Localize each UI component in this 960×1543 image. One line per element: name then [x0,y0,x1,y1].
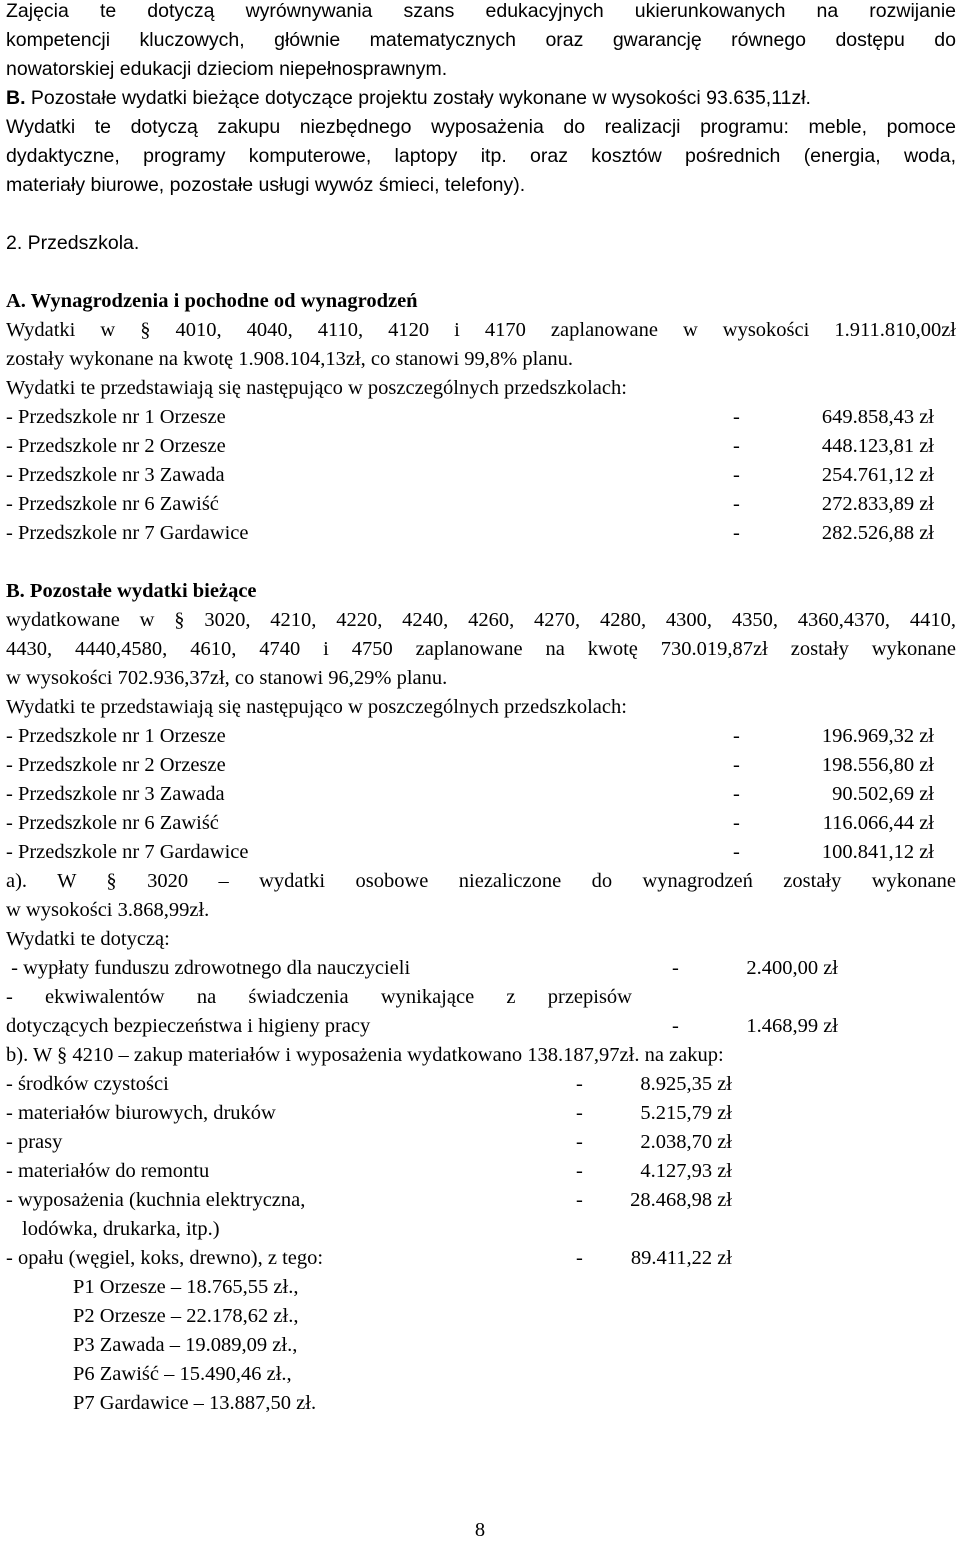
item-dash: - [733,464,740,486]
item-dash: - [576,1073,583,1095]
fuel-breakdown-item: P2 Orzesze – 22.178,62 zł., [73,1305,299,1327]
item-dash: - [576,1247,583,1269]
list-item [6,432,226,461]
item-label: - Przedszkole nr 6 Zawiść [6,812,219,834]
item-label: - środków czystości [6,1073,169,1095]
part-b-heading: B. Pozostałe wydatki bieżące [6,580,257,602]
item-amount: 89.411,22 zł [630,1247,732,1269]
item-dash: - [733,725,740,747]
item-amount: 90.502,69 zł [832,783,934,805]
fuel-breakdown-item: P6 Zawiść – 15.490,46 zł., [73,1363,292,1385]
item-amount: 2.038,70 zł [640,1131,732,1153]
item-label: - ekwiwalentów na świadczenia wynikające z przepisów [6,986,632,1008]
paragraph-line: w wysokości 3.868,99zł. [6,899,210,921]
paragraph-line: materiały biurowe, pozostałe usługi wywóz śmieci, telefony). [6,174,526,196]
item-label: lodówka, drukarka, itp.) [22,1218,220,1240]
item-dash: - [733,783,740,805]
section-heading: 2. Przedszkola. [6,232,140,254]
item-dash: - [672,1015,679,1037]
list-item [6,1012,370,1041]
item-label: dotyczących bezpieczeństwa i higieny pracy [6,1015,371,1037]
paragraph-line: w wysokości 702.936,37zł, co stanowi 96,29% planu. [6,667,448,689]
list-item [6,1070,169,1099]
item-label: - Przedszkole nr 3 Zawada [6,783,225,805]
subsection-b-prefix: B. [6,87,26,109]
item-amount: 2.400,00 zł [746,957,838,979]
list-item [6,403,226,432]
list-item [6,490,219,519]
paragraph-line: Zajęcia te dotyczą wyrównywania szans edukacyjnych ukierunkowanych na rozwijanie [6,0,956,22]
item-label: - Przedszkole nr 6 Zawiść [6,493,219,515]
subsection-b-line [6,84,811,113]
item-label: - Przedszkole nr 1 Orzesze [6,406,226,428]
item-dash: - [576,1160,583,1182]
item-amount: 5.215,79 zł [640,1102,732,1124]
item-dash: - [733,754,740,776]
item-amount: 272.833,89 zł [821,493,934,515]
item-dash: - [733,522,740,544]
list-item [6,983,632,1012]
item-dash: - [576,1189,583,1211]
item-dash: - [576,1131,583,1153]
item-amount: 198.556,80 zł [821,754,934,776]
paragraph-line: zostały wykonane na kwotę 1.908.104,13zł, co stanowi 99,8% planu. [6,348,574,370]
item-label: - Przedszkole nr 2 Orzesze [6,754,226,776]
item-amount: 254.761,12 zł [821,464,934,486]
item-amount: 448.123,81 zł [821,435,934,457]
list-item [6,722,226,751]
paragraph-line: Wydatki te przedstawiają się następująco w poszczególnych przedszkolach: [6,377,627,399]
paragraph-line: kompetencji kluczowych, głównie matematycznych oraz gwarancję równego dostępu do [6,29,956,51]
item-label: - materiałów biurowych, druków [6,1102,276,1124]
item-dash: - [733,493,740,515]
item-amount: 196.969,32 zł [821,725,934,747]
item-amount: 1.468,99 zł [746,1015,838,1037]
list-item [6,461,225,490]
part-a-heading: A. Wynagrodzenia i pochodne od wynagrodzeń [6,290,418,312]
paragraph-line: 4430, 4440,4580, 4610, 4740 i 4750 zaplanowane na kwotę 730.019,87zł zostały wykonane [6,638,956,660]
list-item [6,1244,323,1273]
list-item [6,751,226,780]
item-amount: 8.925,35 zł [640,1073,732,1095]
list-item-continuation [22,1215,220,1244]
fuel-breakdown-item: P3 Zawada – 19.089,09 zł., [73,1334,298,1356]
paragraph-line: dydaktyczne, programy komputerowe, laptopy itp. oraz kosztów pośrednich (energia, woda, [6,145,956,167]
item-dash: - [733,435,740,457]
paragraph-line: Wydatki te dotyczą: [6,928,170,950]
paragraph-line: Wydatki te przedstawiają się następująco w poszczególnych przedszkolach: [6,696,627,718]
subsection-b-text: Pozostałe wydatki bieżące dotyczące projektu zostały wykonane w wysokości 93.635,11zł. [25,87,811,109]
item-dash: - [576,1102,583,1124]
item-label: - Przedszkole nr 1 Orzesze [6,725,226,747]
list-item [6,1186,305,1215]
item-dash: - [733,812,740,834]
list-item [6,1099,276,1128]
item-label: - wypłaty funduszu zdrowotnego dla nauczycieli [6,957,411,979]
list-item [6,954,410,983]
list-item [6,1128,62,1157]
fuel-breakdown-item: P7 Gardawice – 13.887,50 zł. [73,1392,317,1414]
page-number: 8 [474,1519,486,1541]
item-label: - materiałów do remontu [6,1160,210,1182]
item-amount: 282.526,88 zł [821,522,934,544]
paragraph-line: Wydatki te dotyczą zakupu niezbędnego wyposażenia do realizacji programu: meble, pomoce [6,116,956,138]
list-item [6,519,248,548]
item-amount: 4.127,93 zł [640,1160,732,1182]
item-label: - Przedszkole nr 3 Zawada [6,464,225,486]
paragraph-line: nowatorskiej edukacji dzieciom niepełnosprawnym. [6,58,448,80]
item-label: - Przedszkole nr 2 Orzesze [6,435,226,457]
item-label: - Przedszkole nr 7 Gardawice [6,522,249,544]
item-amount: 649.858,43 zł [821,406,934,428]
item-dash: - [733,841,740,863]
item-dash: - [672,957,679,979]
list-item [6,809,219,838]
paragraph-line: b). W § 4210 – zakup materiałów i wyposażenia wydatkowano 138.187,97zł. na zakup: [6,1044,724,1066]
item-dash: - [733,406,740,428]
list-item [6,780,225,809]
item-amount: 116.066,44 zł [822,812,934,834]
list-item [6,1157,209,1186]
item-label: - wyposażenia (kuchnia elektryczna, [6,1189,306,1211]
paragraph-line: wydatkowane w § 3020, 4210, 4220, 4240, 4260, 4270, 4280, 4300, 4350, 4360,4370, 4410, [6,609,956,631]
paragraph-line: Wydatki w § 4010, 4040, 4110, 4120 i 4170 zaplanowane w wysokości 1.911.810,00zł [6,319,956,341]
item-label: - opału (węgiel, koks, drewno), z tego: [6,1247,324,1269]
list-item [6,838,248,867]
item-amount: 28.468,98 zł [630,1189,732,1211]
item-label: - Przedszkole nr 7 Gardawice [6,841,249,863]
item-amount: 100.841,12 zł [821,841,934,863]
paragraph-line: a). W § 3020 – wydatki osobowe niezaliczone do wynagrodzeń zostały wykonane [6,870,956,892]
item-label: - prasy [6,1131,63,1153]
fuel-breakdown-item: P1 Orzesze – 18.765,55 zł., [73,1276,299,1298]
